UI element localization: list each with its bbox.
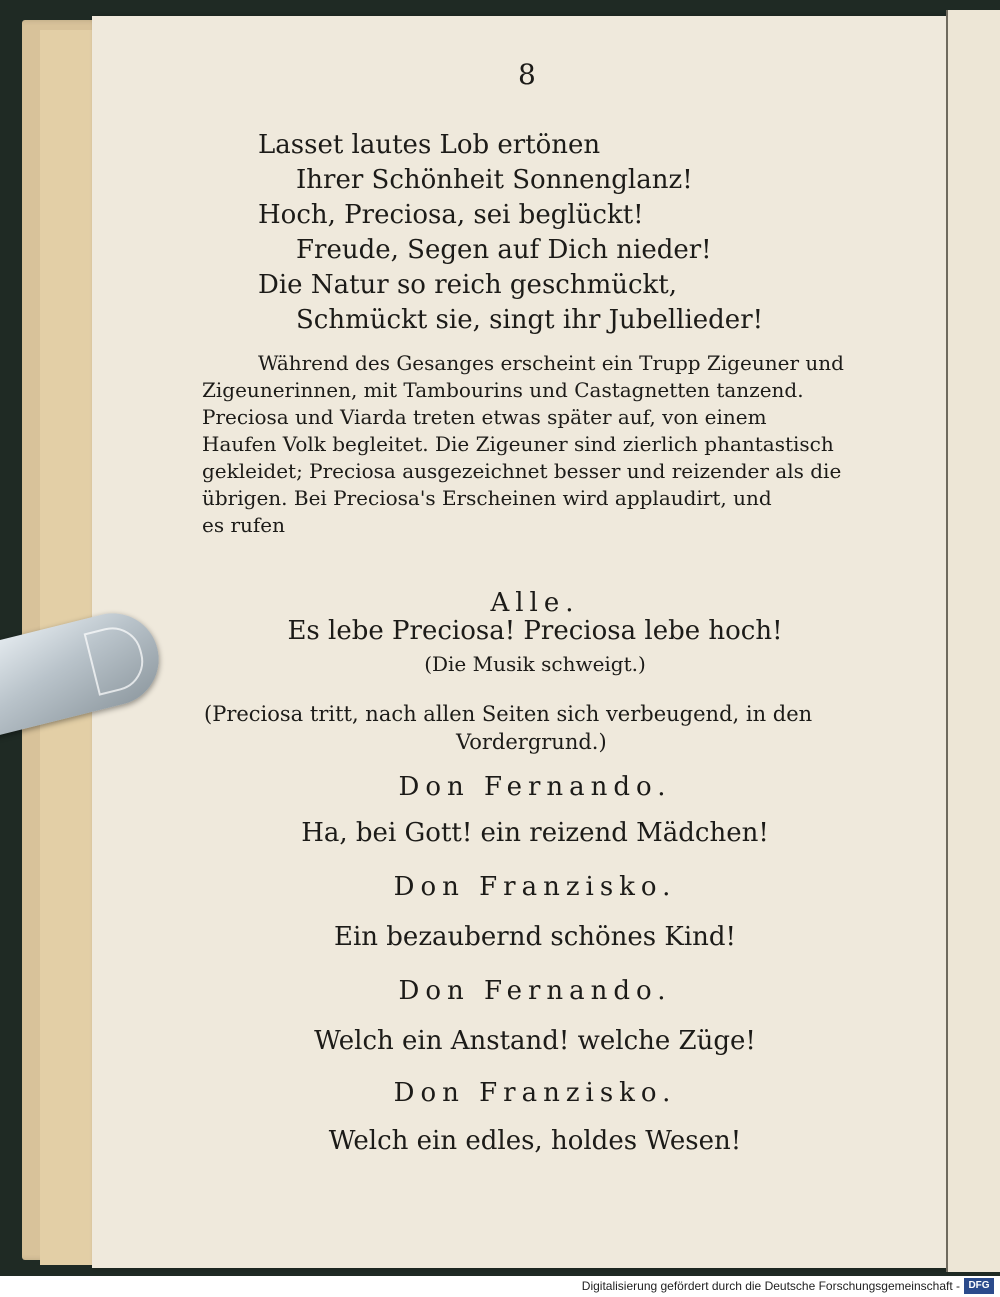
verse-line: Schmückt sie, singt ihr Jubellieder! (296, 305, 764, 335)
stage-line: Preciosa und Viarda treten etwas später auf, von einem (202, 405, 767, 429)
direction-line: Vordergrund.) (456, 730, 607, 754)
stage-line: Haufen Volk begleitet. Die Zigeuner sind zierlich phantastisch (202, 432, 834, 456)
verse-block (258, 128, 763, 338)
music-note: (Die Musik schweigt.) (424, 652, 646, 676)
dialogue-line: Welch ein Anstand! welche Züge! (314, 1026, 756, 1056)
speaker-alle: Alle. (490, 588, 580, 618)
verse-line: Lasset lautes Lob ertönen (258, 130, 601, 160)
preciosa-direction (204, 700, 869, 756)
speaker-name: Don Franzisko. (393, 872, 677, 902)
dialogue-line: Ein bezaubernd schönes Kind! (333, 922, 736, 952)
footer-bar (0, 1276, 1000, 1297)
direction-line: (Preciosa tritt, nach allen Seiten sich verbeugend, in den (204, 702, 813, 726)
dialogue-line: Ha, bei Gott! ein reizend Mädchen! (301, 818, 769, 848)
stage-line: Während des Gesanges erscheint ein Trupp Zigeuner und (258, 351, 844, 375)
dialogue-line-alle: Es lebe Preciosa! Preciosa lebe hoch! (287, 616, 783, 646)
verse-line: Hoch, Preciosa, sei beglückt! (258, 200, 644, 230)
dialogue-line: Welch ein edles, holdes Wesen! (328, 1126, 742, 1156)
stage-line: es rufen (202, 513, 286, 537)
speaker-name: Don Fernando. (398, 772, 672, 802)
stage-line: übrigen. Bei Preciosa's Erscheinen wird applaudirt, und (202, 486, 772, 510)
verse-line: Ihrer Schönheit Sonnenglanz! (296, 165, 693, 195)
speaker-name: Don Franzisko. (393, 1078, 677, 1108)
stage-line: Zigeunerinnen, mit Tambourins und Castagnetten tanzend. (202, 378, 804, 402)
verse-line: Die Natur so reich geschmückt, (258, 270, 678, 300)
stage-direction (202, 350, 867, 539)
stage-line: gekleidet; Preciosa ausgezeichnet besser und reizender als die (202, 459, 842, 483)
verse-line: Freude, Segen auf Dich nieder! (296, 235, 712, 265)
footer-credit: Digitalisierung gefördert durch die Deutsche Forschungsgemeinschaft - (581, 1279, 960, 1293)
page-number: 8 (518, 58, 536, 91)
next-page-edge (946, 10, 1000, 1272)
speaker-name: Don Fernando. (398, 976, 672, 1006)
dfg-logo[interactable]: DFG (964, 1278, 994, 1294)
